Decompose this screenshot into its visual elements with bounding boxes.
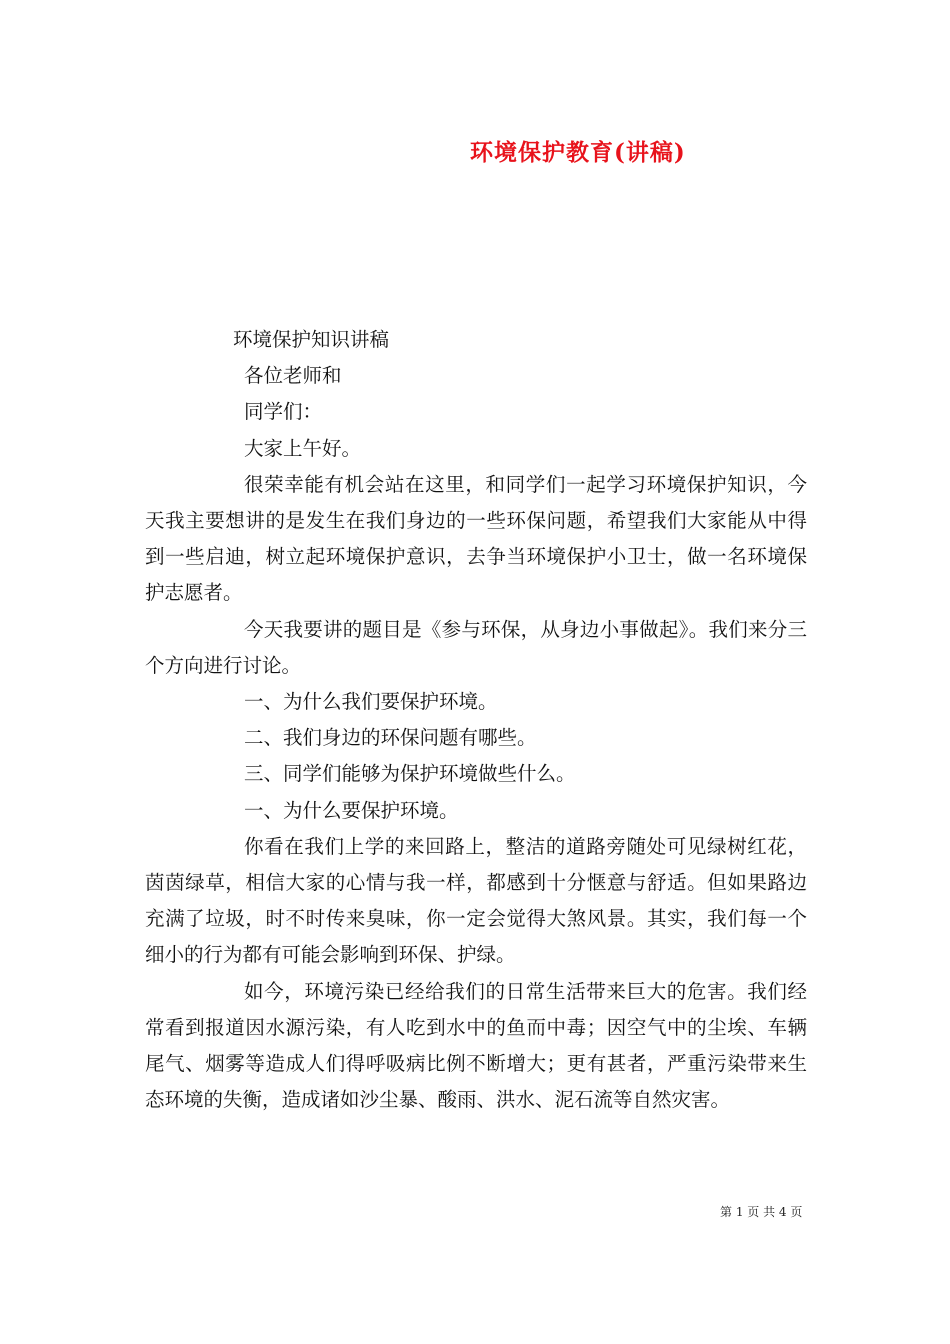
greeting-line: 各位老师和 [244, 364, 342, 388]
outline-item: 二、我们身边的环保问题有哪些。 [244, 726, 537, 750]
document-title: 环境保护教育(讲稿) [470, 139, 686, 166]
page-number-footer: 第 1 页 共 4 页 [720, 1205, 803, 1219]
document-body [145, 322, 807, 1118]
paragraph: 今天我要讲的题目是《参与环保，从身边小事做起》。我们来分三个方向进行讨论。 [145, 617, 807, 677]
speech-subtitle: 环境保护知识讲稿 [233, 328, 390, 351]
outline-item: 三、同学们能够为保护环境做些什么。 [244, 762, 576, 786]
paragraph: 很荣幸能有机会站在这里，和同学们一起学习环境保护知识，今天我主要想讲的是发生在我们身边的一些环保问题，希望我们大家能从中得到一些启迪，树立起环境保护意识，去争当环境保护小卫士，做一名环境保护志愿者。 [145, 472, 807, 605]
paragraph: 如今，环境污染已经给我们的日常生活带来巨大的危害。我们经常看到报道因水源污染，有人吃到水中的鱼而中毒；因空气中的尘埃、车辆尾气、烟雾等造成人们得呼吸病比例不断增大；更有甚者，严重污染带来生态环境的失衡，造成诸如沙尘暴、酸雨、洪水、泥石流等自然灾害。 [145, 979, 807, 1112]
paragraph: 你看在我们上学的来回路上，整洁的道路旁随处可见绿树红花，茵茵绿草，相信大家的心情与我一样，都感到十分惬意与舒适。但如果路边充满了垃圾，时不时传来臭味，你一定会觉得大煞风景。其实，我们每一个细小的行为都有可能会影响到环保、护绿。 [145, 834, 807, 967]
outline-item: 一、为什么我们要保护环境。 [244, 690, 498, 714]
greeting-line: 大家上午好。 [244, 436, 362, 460]
section-heading: 一、为什么要保护环境。 [244, 798, 459, 822]
greeting-line: 同学们： [244, 400, 323, 424]
